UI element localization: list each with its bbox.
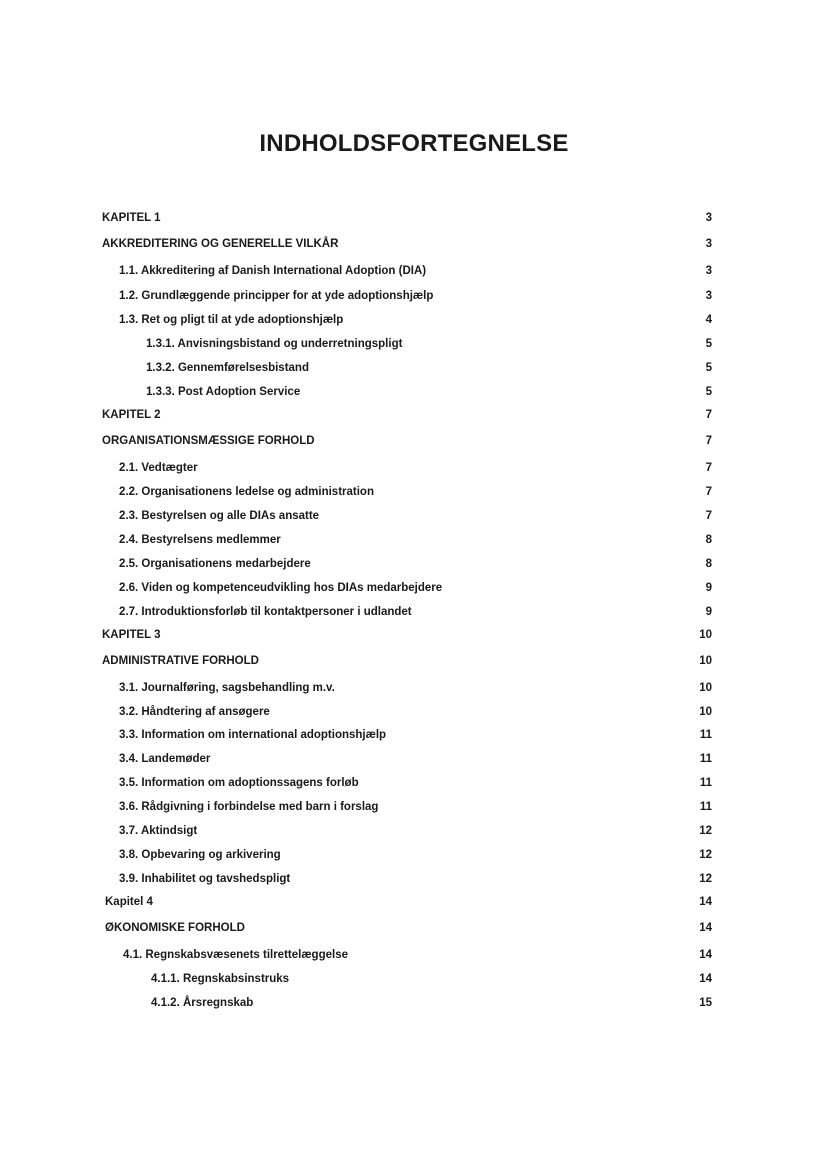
toc-entry-page-number: 14 [699, 922, 712, 934]
toc-entry-page-number: 14 [699, 973, 712, 985]
toc-entry-page-number: 9 [705, 606, 712, 618]
toc-entry [119, 847, 712, 863]
toc-entry-title: 2.6. Viden og kompetenceudvikling hos DIAs medarbejdere [119, 582, 443, 594]
toc-entry-page-number: 14 [699, 896, 712, 908]
toc-entry-page-number: 14 [699, 949, 712, 961]
toc-entry-page-number: 9 [705, 582, 712, 594]
toc-entry-page-number: 11 [699, 753, 712, 765]
toc-entry [119, 775, 712, 791]
toc-entry-page-number: 12 [699, 873, 712, 885]
toc-entry-page-number: 15 [699, 997, 712, 1009]
toc-entry-title: 2.1. Vedtægter [119, 462, 198, 474]
toc-entry-title: 1.3.1. Anvisningsbistand og underretningspligt [146, 338, 403, 350]
toc-entry-title: KAPITEL 2 [102, 409, 161, 421]
toc-entry-page-number: 12 [699, 849, 712, 861]
toc-entry [119, 871, 712, 887]
toc-entry [146, 336, 712, 352]
toc-entry [119, 799, 712, 815]
toc-entry-title: 2.7. Introduktionsforløb til kontaktpersoner i udlandet [119, 606, 412, 618]
toc-entry-page-number: 5 [705, 338, 712, 350]
toc-entry-title: KAPITEL 1 [102, 212, 161, 224]
toc-entry [102, 627, 712, 643]
toc-entry-title: 1.3. Ret og pligt til at yde adoptionshjælp [119, 314, 344, 326]
toc-entry-page-number: 10 [699, 655, 712, 667]
toc-entry [119, 263, 712, 279]
toc-entry [119, 751, 712, 767]
toc-entry [119, 312, 712, 328]
toc-entry-page-number: 8 [705, 558, 712, 570]
toc-entry-title: 1.3.3. Post Adoption Service [146, 386, 301, 398]
toc-entry-title: ØKONOMISKE FORHOLD [105, 922, 245, 934]
toc-entry-page-number: 7 [705, 510, 712, 522]
toc-entry-title: 3.2. Håndtering af ansøgere [119, 706, 270, 718]
toc-entry-page-number: 10 [699, 682, 712, 694]
toc-entry [102, 433, 712, 449]
toc-entry-page-number: 3 [705, 265, 712, 277]
toc-entry-title: 2.2. Organisationens ledelse og administration [119, 486, 374, 498]
toc-entry-title: 2.3. Bestyrelsen og alle DIAs ansatte [119, 510, 320, 522]
toc-entry [105, 894, 712, 910]
toc-entry-page-number: 11 [699, 801, 712, 813]
toc-entry [151, 971, 712, 987]
toc-entry-page-number: 12 [699, 825, 712, 837]
toc-entry-title: 3.8. Opbevaring og arkivering [119, 849, 281, 861]
toc-entry [146, 384, 712, 400]
toc-entry [123, 947, 712, 963]
toc-entry [146, 360, 712, 376]
toc-entry-page-number: 11 [699, 729, 712, 741]
page-title: INDHOLDSFORTEGNELSE [259, 130, 569, 157]
toc-entry-page-number: 7 [705, 462, 712, 474]
toc-entry [102, 210, 712, 226]
toc-entry-page-number: 11 [699, 777, 712, 789]
toc-entry [119, 727, 712, 743]
toc-entry [119, 680, 712, 696]
toc-entry-title: 1.3.2. Gennemførelsesbistand [146, 362, 309, 374]
toc-entry-title: 4.1. Regnskabsvæsenets tilrettelæggelse [123, 949, 348, 961]
toc-entry [102, 236, 712, 252]
toc-entry-page-number: 3 [705, 238, 712, 250]
toc-entry-page-number: 7 [705, 409, 712, 421]
toc-entry [119, 556, 712, 572]
toc-entry-title: 3.1. Journalføring, sagsbehandling m.v. [119, 682, 335, 694]
toc-entry [151, 995, 712, 1011]
toc-entry [119, 288, 712, 304]
toc-entry-title: 3.3. Information om international adoptionshjælp [119, 729, 387, 741]
toc-entry-title: KAPITEL 3 [102, 629, 161, 641]
toc-entry-title: 4.1.2. Årsregnskab [151, 997, 254, 1009]
toc-entry [119, 604, 712, 620]
toc-entry-page-number: 8 [705, 534, 712, 546]
toc-entry-page-number: 5 [705, 362, 712, 374]
toc-entry-title: 1.2. Grundlæggende principper for at yde adoptionshjælp [119, 290, 434, 302]
toc-entry-title: 4.1.1. Regnskabsinstruks [151, 973, 290, 985]
toc-entry-page-number: 3 [705, 290, 712, 302]
toc-entry-title: 3.7. Aktindsigt [119, 825, 198, 837]
toc-entry-title: ORGANISATIONSMÆSSIGE FORHOLD [102, 435, 315, 447]
toc-entry [119, 460, 712, 476]
toc-entry [119, 532, 712, 548]
toc-entry-title: AKKREDITERING OG GENERELLE VILKÅR [102, 238, 339, 250]
toc-entry-title: Kapitel 4 [105, 896, 153, 908]
toc-entry-title: 3.4. Landemøder [119, 753, 211, 765]
toc-entry [119, 704, 712, 720]
toc-entry-page-number: 3 [705, 212, 712, 224]
toc-entry-page-number: 10 [699, 629, 712, 641]
toc-entry [102, 653, 712, 669]
toc-entry [105, 920, 712, 936]
toc-entry-title: 1.1. Akkreditering af Danish International Adoption (DIA) [119, 265, 427, 277]
toc-entry-title: ADMINISTRATIVE FORHOLD [102, 655, 259, 667]
toc-entry-title: 2.4. Bestyrelsens medlemmer [119, 534, 281, 546]
toc-entry-page-number: 4 [705, 314, 712, 326]
toc-entry-title: 3.5. Information om adoptionssagens forløb [119, 777, 359, 789]
toc-entry [119, 508, 712, 524]
toc-entry-page-number: 7 [705, 486, 712, 498]
toc-entry-page-number: 5 [705, 386, 712, 398]
toc-entry-title: 2.5. Organisationens medarbejdere [119, 558, 311, 570]
toc-entry-title: 3.9. Inhabilitet og tavshedspligt [119, 873, 291, 885]
toc-entry [119, 484, 712, 500]
toc-entry-page-number: 10 [699, 706, 712, 718]
toc-entry-page-number: 7 [705, 435, 712, 447]
toc-entry [102, 407, 712, 423]
toc-entry-title: 3.6. Rådgivning i forbindelse med barn i forslag [119, 801, 379, 813]
toc-entry [119, 580, 712, 596]
toc-entry [119, 823, 712, 839]
